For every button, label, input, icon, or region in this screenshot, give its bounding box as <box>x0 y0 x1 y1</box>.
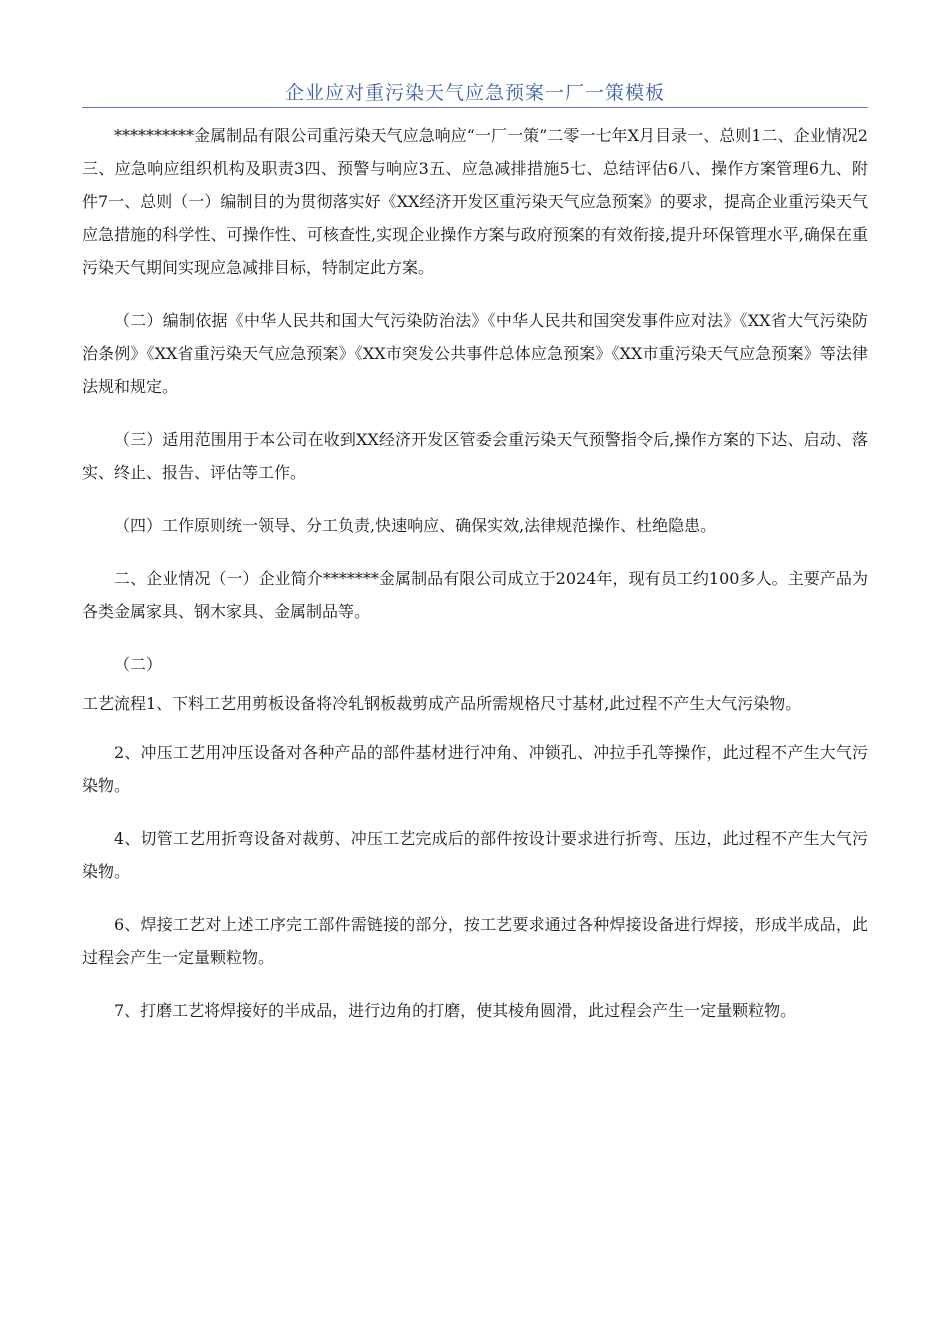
paragraph-process-7: 7、打磨工艺将焊接好的半成品，进行边角的打磨，使其棱角圆滑，此过程会产生一定量颗粒物。 <box>114 1001 797 1020</box>
document-title: 企业应对重污染天气应急预案一厂一策模板 <box>284 82 665 104</box>
paragraph-principles: （四）工作原则统一领导、分工负责,快速响应、确保实效,法律规范操作、杜绝隐患。 <box>114 516 717 535</box>
paragraph-basis: （二）编制依据《中华人民共和国大气污染防治法》《中华人民共和国突发事件应对法》《XX省大气污染防治条例》《XX省重污染天气应急预案》《XX市突发公共事件总体应急预案》《XX市重污染天气应急预案》等法律法规和规定。 <box>82 311 868 396</box>
paragraph-process-4: 4、切管工艺用折弯设备对裁剪、冲压工艺完成后的部件按设计要求进行折弯、压边，此过程不产生大气污染物。 <box>82 829 868 881</box>
paragraph-process-1: 工艺流程1、下料工艺用剪板设备将冷轧钢板裁剪成产品所需规格尺寸基材,此过程不产生大气污染物。 <box>82 694 802 713</box>
header-divider <box>82 107 868 108</box>
paragraph-process-2: 2、冲压工艺用冲压设备对各种产品的部件基材进行冲角、冲锁孔、冲拉手孔等操作，此过程不产生大气污染物。 <box>82 743 868 795</box>
paragraph-company-info: 二、企业情况（一）企业简介*******金属制品有限公司成立于2024年，现有员工约100多人。主要产品为各类金属家具、钢木家具、金属制品等。 <box>82 569 868 621</box>
paragraph-general: **********金属制品有限公司重污染天气应急响应“一厂一策”二零一七年X月目录一、总则1二、企业情况2三、应急响应组织机构及职责3四、预警与响应3五、应急减排措施5七、总结评估6八、操作方案管理6九、附件7一、总则（一）编制目的为贯彻落实好《XX经济开发区重污染天气应急预案》的要求，提高企业重污染天气应急措施的科学性、可操作性、可核查性,实现企业操作方案与政府预案的有效衔接,提升环保管理水平,确保在重污染天气期间实现应急减排目标，特制定此方案。 <box>82 126 868 277</box>
paragraph-process-6: 6、焊接工艺对上述工序完工部件需链接的部分，按工艺要求通过各种焊接设备进行焊接，形成半成品，此过程会产生一定量颗粒物。 <box>82 915 868 967</box>
paragraph-scope: （三）适用范围用于本公司在收到XX经济开发区管委会重污染天气预警指令后,操作方案的下达、启动、落实、终止、报告、评估等工作。 <box>82 430 868 482</box>
document-body <box>82 119 868 1047</box>
paragraph-section-2-2: （二） <box>114 655 163 674</box>
